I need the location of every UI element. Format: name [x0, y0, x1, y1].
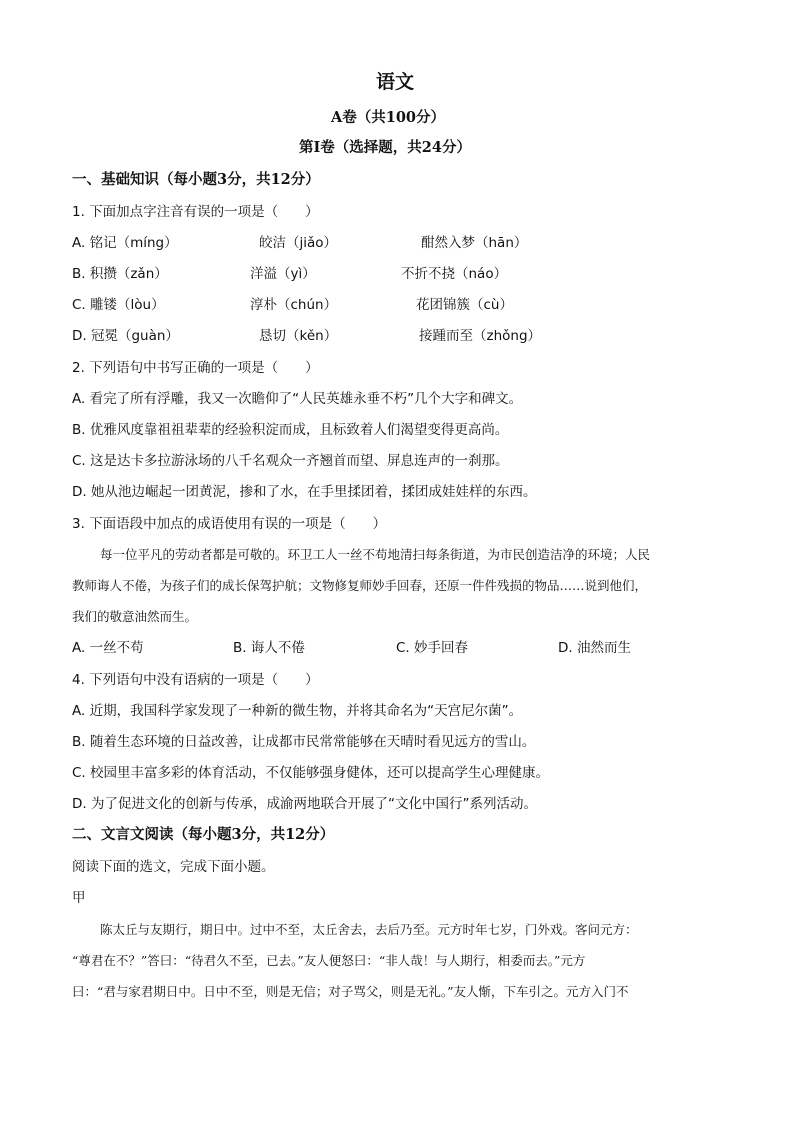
volume-heading: A卷（共100分） [331, 109, 446, 126]
q1-option-c-3: 花团锦簇（cù） [416, 297, 513, 313]
q4-option-a: A. 近期，我国科学家发现了一种新的微生物，并将其命名为“天宫尼尔菌”。 [72, 703, 523, 719]
q1-option-a-2: 皎洁（jiǎo） [259, 235, 338, 251]
q3-option-c: C. 妙手回春 [396, 640, 469, 656]
q3-passage-line-2: 教师诲人不倦，为孩子们的成长保驾护航；文物修复师妙手回春，还原一件件残损的物品……说到他们， [72, 578, 648, 593]
q3-passage-line-1: 每一位平凡的劳动者都是可敬的。环卫工人一丝不苟地清扫每条街道，为市民创造洁净的环境；人民 [100, 547, 651, 562]
q1-option-c-1: C. 雕镂（lòu） [72, 297, 165, 313]
q3-passage-line-3: 我们的敬意油然而生。 [72, 609, 198, 624]
part-heading: 第Ⅰ卷（选择题，共24分） [299, 139, 471, 156]
q1-stem: 1. 下面加点字注音有误的一项是（ ） [72, 204, 319, 220]
q3-stem: 3. 下面语段中加点的成语使用有误的一项是（ ） [72, 516, 387, 532]
section2-heading: 二、文言文阅读（每小题3分，共12分） [72, 826, 335, 843]
q4-option-b: B. 随着生态环境的日益改善，让成都市民常常能够在天晴时看见远方的雪山。 [72, 734, 536, 750]
q2-option-a: A. 看完了所有浮雕，我又一次瞻仰了“人民英雄永垂不朽”几个大字和碑文。 [72, 391, 523, 407]
q3-option-b: B. 诲人不倦 [233, 640, 305, 656]
q1-option-a-1: A. 铭记（míng） [72, 235, 178, 251]
q3-option-d: D. 油然而生 [558, 640, 631, 656]
q1-option-c-2: 淳朴（chún） [250, 297, 338, 313]
q3-option-a: A. 一丝不苟 [72, 640, 144, 656]
section1-heading: 一、基础知识（每小题3分，共12分） [72, 171, 320, 188]
q4-option-c: C. 校园里丰富多彩的体育活动，不仅能够强身健体，还可以提高学生心理健康。 [72, 765, 550, 781]
q1-option-d-3: 接踵而至（zhǒng） [419, 328, 542, 344]
q2-stem: 2. 下列语句中书写正确的一项是（ ） [72, 360, 319, 376]
q1-option-b-3: 不折不挠（náo） [401, 266, 508, 282]
q1-option-d-1: D. 冠冕（guàn） [72, 328, 179, 344]
classical-passage-line-1: 陈太丘与友期行，期日中。过中不至，太丘舍去，去后乃至。元方时年七岁，门外戏。客问元方： [100, 922, 638, 937]
q2-option-c: C. 这是达卡多拉游泳场的八千名观众一齐翘首而望、屏息连声的一刹那。 [72, 453, 509, 469]
section2-instruction: 阅读下面的选文，完成下面小题。 [72, 859, 275, 875]
q2-option-b: B. 优雅风度靠祖祖辈辈的经验积淀而成，且标致着人们渴望变得更高尚。 [72, 422, 509, 438]
q4-stem: 4. 下列语句中没有语病的一项是（ ） [72, 672, 319, 688]
q1-option-b-1: B. 积攒（zǎn） [72, 266, 168, 282]
q4-option-d: D. 为了促进文化的创新与传承，成渝两地联合开展了“文化中国行”系列活动。 [72, 796, 537, 812]
passage-label: 甲 [72, 890, 86, 906]
q2-option-d: D. 她从池边崛起一团黄泥，掺和了水，在手里揉团着，揉团成娃娃样的东西。 [72, 484, 537, 500]
classical-passage-line-3: 曰：“君与家君期日中。日中不至，则是无信；对子骂父，则是无礼。”友人惭，下车引之。元方入门不 [72, 984, 629, 999]
classical-passage-line-2: “尊君在不？”答曰：“待君久不至，已去。”友人便怒曰：“非人哉！与人期行，相委而去。”元方 [72, 953, 586, 968]
q1-option-a-3: 酣然入梦（hān） [421, 235, 528, 251]
q1-option-b-2: 洋溢（yì） [250, 266, 316, 282]
page-title: 语文 [376, 71, 415, 93]
q1-option-d-2: 恳切（kěn） [259, 328, 338, 344]
